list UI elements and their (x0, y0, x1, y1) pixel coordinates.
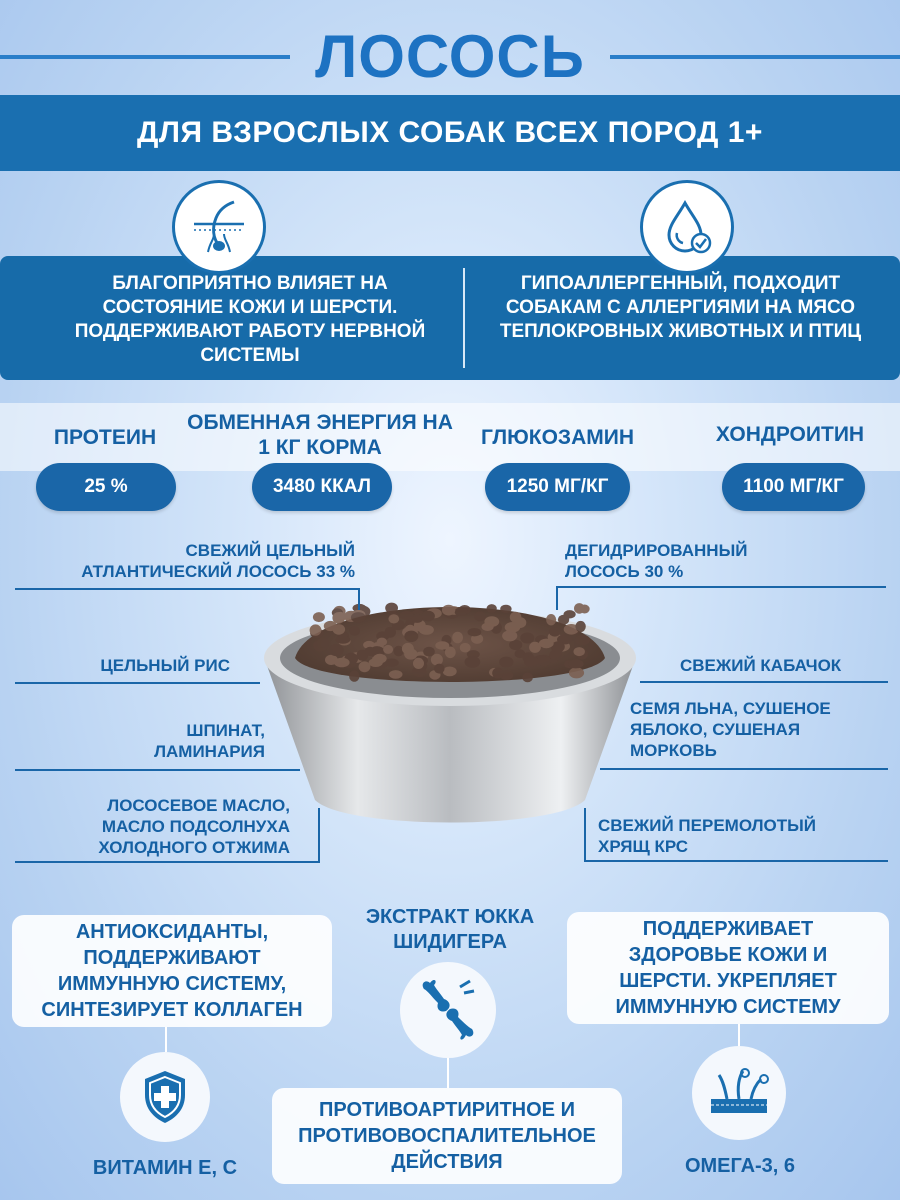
ingredient-fresh-salmon: СВЕЖИЙ ЦЕЛЬНЫЙ АТЛАНТИЧЕСКИЙ ЛОСОСЬ 33 % (81, 541, 355, 581)
omega-label: ОМЕГА-3, 6 (684, 1155, 796, 1177)
yucca-effect-card: ПРОТИВОАРТИРИТНОЕ И ПРОТИВОВОСПАЛИТЕЛЬНОЕ ДЕЙСТВИЯ (272, 1088, 622, 1184)
connector-line (556, 586, 886, 588)
ingredient-zucchini: СВЕЖИЙ КАБАЧОК (680, 656, 842, 675)
connector-line (15, 861, 320, 863)
stat-value-chondroitin: 1100 МГ/КГ (722, 463, 865, 511)
connector-line (738, 1024, 740, 1046)
connector-line (358, 588, 360, 610)
food-bowl-image (255, 580, 645, 840)
ingredient-salmon-oil: ЛОСОСЕВОЕ МАСЛО, МАСЛО ПОДСОЛНУХА ХОЛОДНОГО ОТЖИМА (98, 796, 290, 857)
connector-line (15, 682, 260, 684)
ingredient-flax-apple-carrot: СЕМЯ ЛЬНА, СУШЕНОЕ ЯБЛОКО, СУШЕНАЯ МОРКОВЬ (630, 699, 831, 760)
ingredient-whole-rice: ЦЕЛЬНЫЙ РИС (100, 656, 230, 675)
omega-card: ПОДДЕРЖИВАЕТ ЗДОРОВЬЕ КОЖИ И ШЕРСТИ. УКРЕПЛЯЕТ ИММУННУЮ СИСТЕМУ (567, 912, 889, 1024)
stat-label-glucosamine: ГЛЮКОЗАМИН (481, 426, 634, 449)
connector-line (165, 1027, 167, 1052)
water-drop-check-icon (640, 180, 734, 274)
benefit-divider (463, 268, 465, 368)
stat-label-protein: ПРОТЕИН (53, 426, 157, 449)
hair-follicle-icon (172, 180, 266, 274)
stat-value-glucosamine: 1250 МГ/КГ (485, 463, 630, 511)
ingredient-cartilage: СВЕЖИЙ ПЕРЕМОЛОТЫЙ ХРЯЩ КРС (598, 816, 817, 856)
vitamin-label: ВИТАМИН Е, С (92, 1157, 238, 1179)
connector-line (584, 860, 888, 862)
connector-line (318, 808, 320, 862)
stat-label-chondroitin: ХОНДРОИТИН (715, 423, 865, 446)
stat-label-energy: ОБМЕННАЯ ЭНЕРГИЯ НА 1 КГ КОРМА (187, 411, 453, 459)
benefit-left-text: БЛАГОПРИЯТНО ВЛИЯЕТ НА СОСТОЯНИЕ КОЖИ И ШЕРСТИ. ПОДДЕРЖИВАЮТ РАБОТУ НЕРВНОЙ СИСТЕМЫ (74, 273, 426, 366)
benefit-right-text: ГИПОАЛЛЕРГЕННЫЙ, ПОДХОДИТ СОБАКАМ С АЛЛЕРГИЯМИ НА МЯСО ТЕПЛОКРОВНЫХ ЖИВОТНЫХ И ПТИЦ (499, 273, 862, 342)
stat-value-energy: 3480 ККАЛ (252, 463, 392, 511)
connector-line (640, 681, 888, 683)
yucca-label: ЭКСТРАКТ ЮККА ШИДИГЕРА (365, 906, 535, 953)
connector-line (556, 588, 558, 610)
connector-line (15, 769, 300, 771)
joint-bone-icon (400, 962, 496, 1058)
connector-line (584, 808, 586, 862)
ingredient-dehydrated-salmon: ДЕГИДРИРОВАННЫЙ ЛОСОСЬ 30 % (565, 541, 748, 581)
connector-line (600, 768, 888, 770)
page-title: ЛОСОСЬ (315, 23, 585, 90)
shield-cross-icon (120, 1052, 210, 1142)
ingredient-spinach-kelp: ШПИНАТ, ЛАМИНАРИЯ (154, 721, 265, 761)
connector-line (447, 1058, 449, 1088)
connector-line (15, 588, 360, 590)
subtitle-bar: ДЛЯ ВЗРОСЛЫХ СОБАК ВСЕХ ПОРОД 1+ (0, 95, 900, 171)
stat-value-protein: 25 % (36, 463, 176, 511)
antioxidant-card: АНТИОКСИДАНТЫ, ПОДДЕРЖИВАЮТ ИММУННУЮ СИСТЕМУ, СИНТЕЗИРУЕТ КОЛЛАГЕН (12, 915, 332, 1027)
skin-hair-icon (692, 1046, 786, 1140)
